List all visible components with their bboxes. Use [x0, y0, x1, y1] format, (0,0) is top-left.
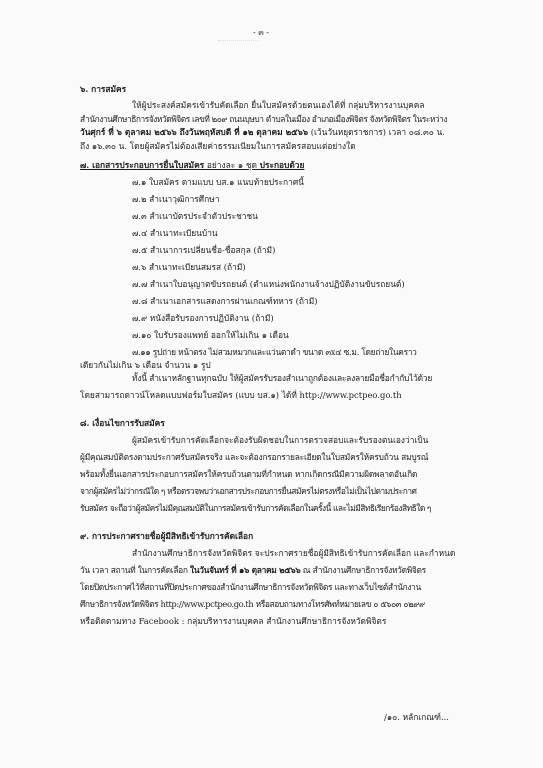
doc-item-7-8: ๗.๘ สำเนาเอกสารแสดงการผ่านเกณฑ์ทหาร (ถ้ามี): [132, 296, 318, 306]
application-period-rest: (เว้นวันหยุดราชการ) เวลา ๐๘.๓๐ น.: [308, 127, 445, 137]
continuation-note: /๑๐. หลักเกณฑ์...: [384, 712, 449, 722]
doc-item-7-5: ๗.๕ สำเนาการเปลี่ยนชื่อ-ชื่อสกุล (ถ้ามี): [132, 245, 276, 255]
section-8-heading: ๘. เงื่อนไขการรับสมัคร: [80, 418, 165, 428]
section-8-line-5: รับสมัคร จะถือว่าผู้สมัครไม่มีคุณสมบัติในการสมัครเข้ารับการคัดเลือกในครั้งนี้ และไม่มีสิทธิเรียกร้องสิทธิใด ๆ: [80, 503, 431, 513]
doc-item-7-7: ๗.๗ สำเนาใบอนุญาตขับรถยนต์ (ตำแหน่งพนักงานจ้างปฏิบัติงานขับรถยนต์): [132, 279, 405, 289]
section-9-line-2: [80, 565, 426, 576]
section-6-line-1: ให้ผู้ประสงค์สมัครเข้ารับคัดเลือก ยื่นใบสมัครด้วยตนเองได้ที่ กลุ่มบริหารงานบุคคล: [132, 100, 425, 110]
certification-line-2: โดยสามารถดาวน์โหลดแบบฟอร์มใบสมัคร (แบบ บส.๑) ได้ที่ http://www.pctpeo.go.th: [80, 390, 402, 400]
doc-item-7-3: ๗.๓ สำเนาบัตรประจำตัวประชาชน: [132, 211, 258, 221]
section-9-line-2-a: วัน เวลา สถานที่ ในการคัดเลือก: [80, 565, 191, 575]
section-9-line-5: หรือติดตามทาง Facebook : กลุ่มบริหารงานบุคคล สำนักงานศึกษาธิการจังหวัดพิจิตร: [80, 616, 387, 626]
section-8-line-4: จากผู้สมัครไม่ว่ากรณีใด ๆ หรือตรวจพบว่าเอกสารประกอบการยื่นสมัครไม่ตรงหรือไม่เป็นไปตามประกาศ: [80, 486, 417, 496]
selection-date: ในวันจันทร์ ที่ ๑๖ ตุลาคม ๒๕๖๖: [190, 565, 301, 575]
section-7-heading-mid: อย่างละ ๑ ชุด: [204, 160, 260, 170]
section-6-line-3: [80, 127, 445, 138]
section-8-line-3: พร้อมทั้งยื่นเอกสารประกอบการสมัครให้ครบถ้วนตามที่กำหนด หากเกิดกรณีมีความผิดพลาดอันเกิด: [80, 469, 418, 479]
section-9-line-2-b: ณ สำนักงานศึกษาธิการจังหวัดพิจิตร: [300, 565, 426, 575]
doc-item-7-9: ๗.๙ หนังสือรับรองการปฏิบัติงาน (ถ้ามี): [132, 313, 274, 323]
section-9-line-3: โดยปิดประกาศไว้ที่สถานที่ปิดประกาศของสำนักงานศึกษาธิการจังหวัดพิจิตร และทางเว็บไซต์สำนักงาน: [80, 582, 421, 592]
section-8-line-2: ผู้มีคุณสมบัติตรงตามประกาศรับสมัครจริง และจะต้องกรอกรายละเอียดในใบสมัครให้ครบถ้วน สมบูรณ์: [80, 452, 429, 462]
application-period: วันศุกร์ ที่ ๖ ตุลาคม ๒๕๖๖ ถึงวันพฤหัสบดี ที่ ๑๒ ตุลาคม ๒๕๖๖: [80, 127, 309, 137]
section-9-heading: ๙. การประกาศรายชื่อผู้มีสิทธิเข้ารับการคัดเลือก: [80, 531, 254, 541]
section-7-heading: [80, 160, 304, 171]
section-6-line-2: สำนักงานศึกษาธิการจังหวัดพิจิตร เลขที่ ๒๐๙ ถนนบุษบา ตำบลในเมือง อำเภอเมืองพิจิตร จังหวัดพิจิตร ในระหว่าง: [80, 114, 448, 124]
doc-item-7-1: ๗.๑ ใบสมัคร ตามแบบ บส.๑ แนบท้ายประกาศนี้: [132, 177, 304, 187]
certification-line-1: ทั้งนี้ สำเนาหลักฐานทุกฉบับ ให้ผู้สมัครรับรองสำเนาถูกต้องและลงลายมือชื่อกำกับไว้ด้วย: [132, 373, 433, 383]
doc-item-7-2: ๗.๒ สำเนาวุฒิการศึกษา: [132, 194, 220, 204]
section-8-line-1: ผู้สมัครเข้ารับการคัดเลือกจะต้องรับผิดชอบในการตรวจสอบและรับรองตนเองว่าเป็น: [132, 435, 429, 445]
section-6-heading: ๖. การสมัคร: [80, 84, 127, 94]
section-7-heading-bold: ๗. เอกสารประกอบการยื่นใบสมัคร: [80, 160, 205, 170]
section-7-heading-tail: ประกอบด้วย: [259, 160, 305, 170]
page-number: - ๓ -: [253, 28, 269, 37]
doc-item-7-4: ๗.๔ สำเนาทะเบียนบ้าน: [132, 228, 218, 238]
section-6-line-4: ถึง ๑๖.๓๐ น. โดยผู้สมัครไม่ต้องเสียค่าธรรมเนียมในการสมัครสอบแต่อย่างใด: [80, 141, 356, 151]
scan-mark: [218, 32, 258, 41]
section-9-line-4: ศึกษาธิการจังหวัดพิจิตร http://www.pctpeo.go.th หรือสอบถามทางโทรศัพท์หมายเลข ๐ ๕๖๐๓ ๐๒๙๙: [80, 599, 425, 609]
doc-item-7-11: ๗.๑๑ รูปถ่าย หน้าตรง ไม่สวมหมวกและแว่นตาดำ ขนาด ๓x๔ ซ.ม. โดยถ่ายในคราว: [132, 347, 417, 357]
doc-item-7-6: ๗.๖ สำเนาทะเบียนสมรส (ถ้ามี): [132, 262, 246, 272]
doc-item-7-10: ๗.๑๐ ใบรับรองแพทย์ ออกให้ไม่เกิน ๑ เดือน: [132, 330, 289, 340]
section-9-line-1: สำนักงานศึกษาธิการจังหวัดพิจิตร จะประกาศรายชื่อผู้มีสิทธิเข้ารับการคัดเลือก และกำหนด: [132, 548, 456, 558]
doc-item-7-11-cont: เดียวกันไม่เกิน ๖ เดือน จำนวน ๑ รูป: [80, 360, 211, 370]
